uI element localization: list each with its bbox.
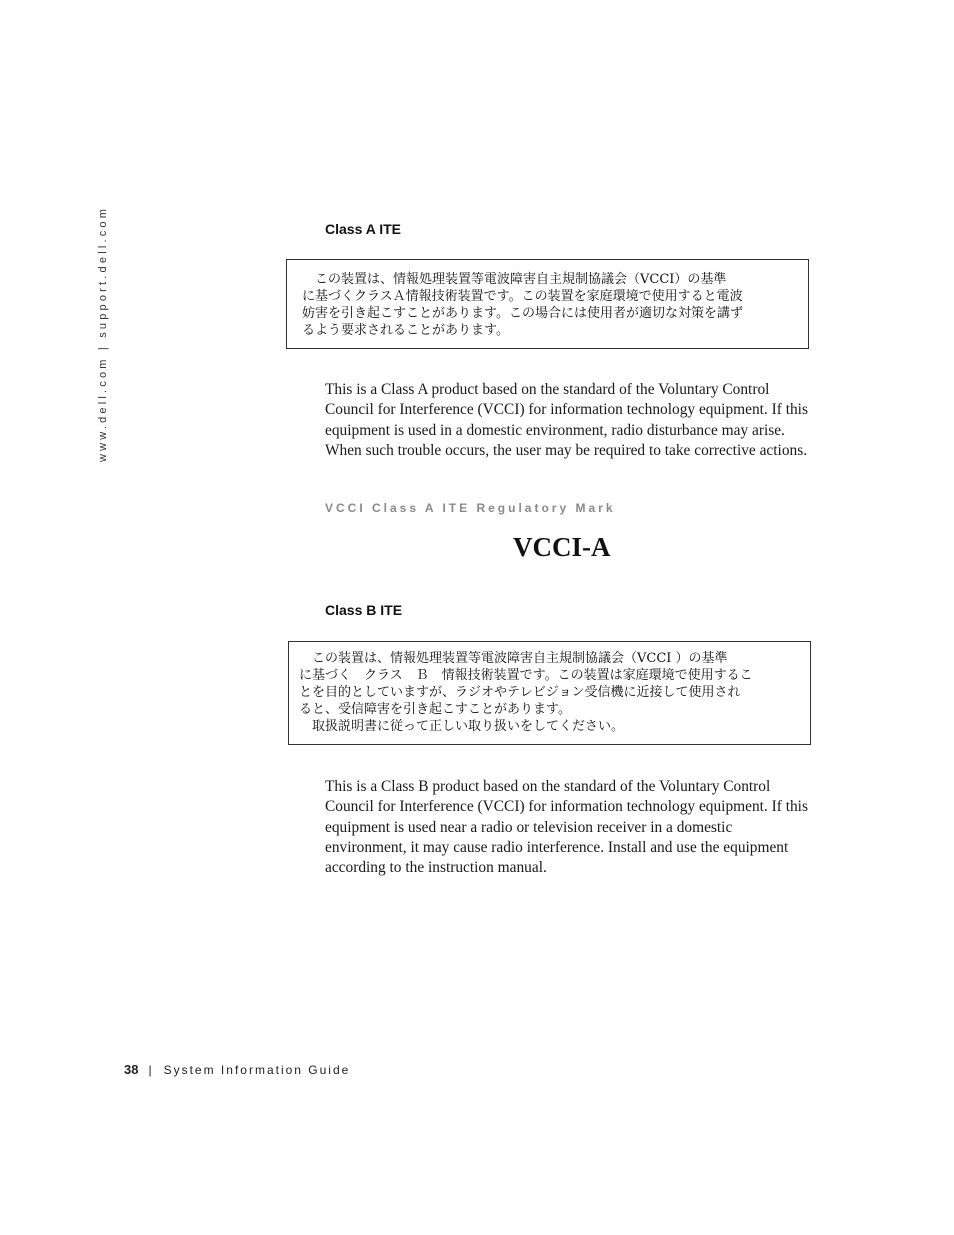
japanese-line: に基づく クラス Ｂ 情報技術装置です。この装置は家庭環境で使用するこ [299,668,753,683]
vcci-a-mark: VCCI-A [513,532,611,562]
mark-caption: VCCI Class A ITE Regulatory Mark [325,501,616,515]
footer-separator: | [148,1063,152,1077]
class-b-heading: Class B ITE [325,602,403,618]
class-a-heading: Class A ITE [325,221,401,237]
japanese-line: この装置は、情報処理装置等電波障害自主規制協議会（VCCI）の基準 [302,272,727,287]
side-url: www.dell.com | support.dell.com [97,205,109,462]
class-b-japanese-box [288,641,811,745]
japanese-line: 妨害を引き起こすことがあります。この場合には使用者が適切な対策を講ず [302,306,743,321]
guide-title: System Information Guide [163,1063,351,1077]
class-b-paragraph: This is a Class B product based on the standard of the Voluntary Control Council for Interference (VCCI) for information technology equipment. If this equipment is used near a radio or television receiver in a domestic environment, it may cause radio interference. Install and use the equipment according to the instruction manual. [325,778,808,877]
page-number: 38 [124,1062,139,1077]
page-footer [124,1062,350,1077]
class-a-paragraph: This is a Class A product based on the standard of the Voluntary Control Council for Interference (VCCI) for information technology equipment. If this equipment is used in a domestic environment, radio disturbance may arise. When such trouble occurs, the user may be required to take corrective actions. [325,381,808,459]
japanese-line: るよう要求されることがあります。 [302,323,509,338]
japanese-line: ると、受信障害を引き起こすことがあります。 [299,702,571,717]
japanese-line: 取扱説明書に従って正しい取り扱いをしてください。 [299,719,625,734]
class-a-japanese-box [286,259,809,349]
japanese-line: に基づくクラスＡ情報技術装置です。この装置を家庭環境で使用すると電波 [302,289,743,304]
japanese-line: この装置は、情報処理装置等電波障害自主規制協議会（VCCI ）の基準 [299,651,728,666]
japanese-line: とを目的としていますが、ラジオやテレビジョン受信機に近接して使用され [299,685,741,700]
